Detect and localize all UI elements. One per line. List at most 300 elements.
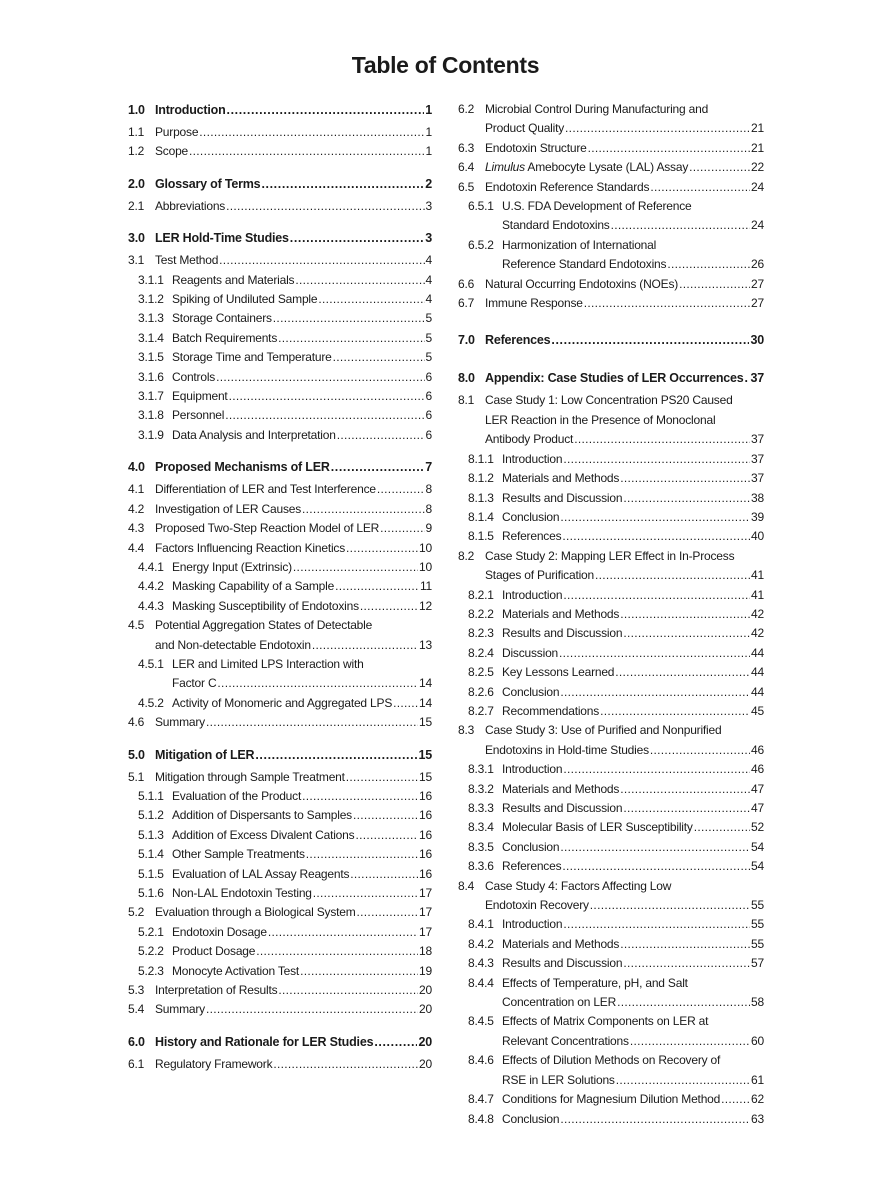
entry-body [485, 178, 764, 197]
entry-line [155, 480, 432, 499]
dot-leader [620, 780, 750, 799]
entry-line [172, 923, 432, 942]
entry-number: 5.1.2 [138, 808, 164, 823]
page-number: 37 [751, 471, 764, 486]
dot-leader [302, 500, 424, 519]
toc-entry[interactable] [458, 954, 764, 973]
entry-number: 4.6 [128, 715, 145, 730]
toc-entry[interactable] [458, 450, 764, 469]
page-title: Table of Contents [351, 52, 540, 78]
dot-leader [261, 174, 424, 195]
entry-label: Case Study 4: Factors Affecting Low [485, 878, 672, 893]
entry-label: Investigation of LER Causes [155, 501, 302, 516]
page-number: 58 [751, 995, 764, 1010]
dot-leader [293, 558, 418, 577]
toc-right-column [458, 100, 764, 1129]
toc-entry[interactable] [128, 123, 432, 142]
entry-label: Evaluation through a Biological System [155, 905, 356, 920]
toc-entry[interactable] [458, 760, 764, 779]
section-number: 8.0 [458, 371, 475, 386]
entry-label: LER and Limited LPS Interaction with [172, 656, 364, 671]
page-number: 16 [419, 847, 432, 862]
dot-leader [377, 480, 425, 499]
entry-line [155, 500, 432, 519]
entry-number: 8.4.7 [468, 1092, 494, 1107]
entry-body [485, 391, 764, 449]
toc-entry[interactable] [458, 391, 764, 449]
entry-label: Concentration on LER [502, 995, 617, 1010]
section-label: Introduction [155, 103, 226, 117]
toc-entry[interactable] [458, 294, 764, 313]
entry-label: References [502, 859, 562, 874]
toc-entry[interactable] [458, 178, 764, 197]
dot-leader [333, 348, 425, 367]
toc-entry[interactable] [128, 903, 432, 922]
entry-number: 8.4.6 [468, 1053, 494, 1068]
entry-body [172, 655, 432, 694]
dot-leader [679, 275, 750, 294]
toc-entry[interactable] [458, 877, 764, 916]
entry-number: 4.5 [128, 618, 145, 633]
entry-number: 5.2.3 [138, 963, 164, 978]
dot-leader [584, 294, 750, 313]
dot-leader [189, 142, 424, 161]
entry-body [485, 294, 764, 313]
entry-number: 8.2 [458, 548, 475, 563]
dot-leader [216, 368, 424, 387]
toc-entry[interactable] [458, 857, 764, 876]
toc-entry[interactable] [458, 197, 764, 236]
entry-number: 4.4.2 [138, 579, 164, 594]
toc-entry[interactable] [128, 616, 432, 655]
toc-section-heading[interactable] [128, 228, 432, 249]
toc-entry[interactable] [128, 309, 432, 328]
dot-leader [206, 1000, 418, 1019]
dot-leader [623, 624, 750, 643]
entry-number: 3.1.9 [138, 427, 164, 442]
toc-entry[interactable] [458, 508, 764, 527]
section-label: History and Rationale for LER Studies [155, 1034, 374, 1049]
dot-leader [563, 915, 750, 934]
entry-number: 3.1.7 [138, 389, 164, 404]
entry-label: Evaluation of LAL Assay Reagents [172, 866, 350, 881]
toc-entry[interactable] [128, 426, 432, 445]
toc-entry[interactable] [128, 1055, 432, 1074]
toc-entry[interactable] [458, 663, 764, 682]
toc-entry[interactable] [128, 558, 432, 577]
entry-number: 6.5.1 [468, 199, 494, 214]
entry-body [155, 480, 432, 499]
toc-entry[interactable] [128, 142, 432, 161]
entry-label: LER Reaction in the Presence of Monoclonal [485, 412, 716, 427]
toc-entry[interactable] [128, 826, 432, 845]
entry-line [485, 294, 764, 313]
toc-entry[interactable] [128, 368, 432, 387]
dot-leader [278, 981, 418, 1000]
dot-leader [623, 489, 750, 508]
dot-leader [563, 450, 750, 469]
entry-number: 6.3 [458, 140, 475, 155]
entry-line [172, 387, 432, 406]
page-number: 45 [751, 703, 764, 718]
entry-body [155, 1000, 432, 1019]
entry-body [502, 760, 764, 779]
toc-entry[interactable] [458, 1012, 764, 1051]
entry-label: Potential Aggregation States of Detectable [155, 618, 373, 633]
section-label: Glossary of Terms [155, 176, 261, 191]
entry-line [502, 1051, 764, 1070]
entry-line [172, 787, 432, 806]
toc-entry[interactable] [128, 406, 432, 425]
page-number: 15 [419, 715, 432, 730]
toc-entry[interactable] [128, 597, 432, 616]
entry-body [155, 1055, 432, 1074]
toc-entry[interactable] [128, 655, 432, 694]
entry-line [502, 915, 764, 934]
page-number: 16 [419, 788, 432, 803]
toc-entry[interactable] [128, 500, 432, 519]
entry-label: Relevant Concentrations [502, 1033, 629, 1048]
page-number: 20 [419, 1056, 432, 1071]
toc-entry[interactable] [128, 271, 432, 290]
dot-leader [574, 430, 750, 449]
entry-number: 8.4.4 [468, 975, 494, 990]
dot-leader [563, 586, 750, 605]
entry-number: 8.1 [458, 393, 475, 408]
entry-body [502, 489, 764, 508]
entry-label: Case Study 1: Low Concentration PS20 Caused [485, 393, 733, 408]
entry-number: 8.3.2 [468, 781, 494, 796]
toc-section-heading[interactable] [128, 745, 432, 766]
entry-body [502, 974, 764, 1013]
entry-number: 8.3 [458, 723, 475, 738]
entry-body [485, 158, 764, 177]
entry-body [502, 799, 764, 818]
toc-entry[interactable] [458, 605, 764, 624]
toc-entry[interactable] [458, 780, 764, 799]
page-number: 63 [751, 1111, 764, 1126]
toc-entry[interactable] [128, 251, 432, 270]
page-number: 6 [425, 369, 432, 384]
toc-entry[interactable] [128, 884, 432, 903]
page-number: 44 [751, 665, 764, 680]
toc-section-heading[interactable] [128, 1032, 432, 1053]
entry-body [502, 818, 764, 837]
dot-leader [694, 818, 750, 837]
toc-entry[interactable] [128, 577, 432, 596]
entry-body [172, 597, 432, 616]
dot-leader [562, 527, 750, 546]
page-number: 46 [751, 762, 764, 777]
entry-body [172, 787, 432, 806]
entry-line [502, 450, 764, 469]
entry-label: Antibody Product [485, 432, 574, 447]
entry-label: Case Study 2: Mapping LER Effect in In-Process [485, 548, 735, 563]
toc-entry[interactable] [458, 1051, 764, 1090]
toc-entry[interactable] [458, 702, 764, 721]
toc-entry[interactable] [458, 838, 764, 857]
entry-label: Key Lessons Learned [502, 665, 615, 680]
toc-entry[interactable] [128, 329, 432, 348]
toc-section-heading[interactable] [128, 174, 432, 195]
page-number: 55 [751, 898, 764, 913]
entry-body [502, 954, 764, 973]
section-number: 6.0 [128, 1034, 145, 1049]
entry-label: Summary [155, 715, 205, 730]
toc-entry[interactable] [128, 962, 432, 981]
page-number: 3 [425, 231, 432, 246]
entry-number: 5.1.5 [138, 866, 164, 881]
entry-body [155, 713, 432, 732]
page-number: 55 [751, 936, 764, 951]
entry-number: 5.2.1 [138, 924, 164, 939]
toc-entry[interactable] [128, 713, 432, 732]
entry-line [155, 539, 432, 558]
entry-number: 5.1.3 [138, 827, 164, 842]
entry-body [172, 826, 432, 845]
entry-line [172, 597, 432, 616]
entry-label: Reagents and Materials [172, 272, 295, 287]
page-number: 61 [751, 1072, 764, 1087]
toc-entry[interactable] [458, 139, 764, 158]
toc-entry[interactable] [128, 1000, 432, 1019]
entry-line [502, 624, 764, 643]
entry-number: 8.2.3 [468, 626, 494, 641]
entry-line [155, 903, 432, 922]
toc-entry[interactable] [458, 624, 764, 643]
page-number: 47 [751, 781, 764, 796]
toc-entry[interactable] [128, 806, 432, 825]
dot-leader [620, 605, 750, 624]
entry-number: 8.2.5 [468, 665, 494, 680]
toc-entry[interactable] [128, 290, 432, 309]
entry-label: Masking Capability of a Sample [172, 579, 335, 594]
entry-number: 8.4 [458, 878, 475, 893]
toc-entry[interactable] [128, 981, 432, 1000]
toc-entry[interactable] [128, 519, 432, 538]
toc-entry[interactable] [458, 818, 764, 837]
dot-leader [374, 1032, 417, 1053]
toc-entry[interactable] [458, 799, 764, 818]
entry-line [485, 547, 764, 566]
dot-leader [689, 158, 750, 177]
toc-section-heading[interactable] [128, 100, 432, 121]
entry-label: Materials and Methods [502, 936, 620, 951]
dot-leader [278, 329, 424, 348]
entry-line [172, 271, 432, 290]
entry-body [485, 877, 764, 916]
entry-label: Batch Requirements [172, 330, 278, 345]
entry-body [502, 197, 764, 236]
dot-leader [630, 1032, 750, 1051]
toc-entry[interactable] [128, 539, 432, 558]
entry-label: Endotoxin Structure [485, 140, 587, 155]
entry-number: 3.1.3 [138, 311, 164, 326]
toc-left-column [128, 100, 432, 1074]
toc-entry[interactable] [128, 787, 432, 806]
page-number: 1 [425, 144, 432, 159]
toc-entry[interactable] [458, 547, 764, 586]
dot-leader [650, 741, 750, 760]
dot-leader [560, 1110, 750, 1129]
entry-number: 5.2 [128, 905, 145, 920]
toc-section-heading[interactable] [458, 330, 764, 351]
entry-label: Mitigation through Sample Treatment [155, 769, 345, 784]
entry-body [172, 694, 432, 713]
dot-leader [617, 993, 750, 1012]
entry-line [485, 139, 764, 158]
toc-entry[interactable] [458, 935, 764, 954]
toc-entry[interactable] [458, 1090, 764, 1109]
entry-line [172, 884, 432, 903]
page-number: 1 [425, 103, 432, 117]
dot-leader [226, 197, 424, 216]
entry-number: 8.3.1 [468, 762, 494, 777]
page-number: 15 [419, 769, 432, 784]
dot-leader [312, 636, 418, 655]
entry-number: 6.5.2 [468, 237, 494, 252]
entry-line [485, 275, 764, 294]
dot-leader [595, 566, 750, 585]
dot-leader [346, 768, 418, 787]
entry-line [485, 158, 764, 177]
entry-body [155, 903, 432, 922]
entry-body [172, 406, 432, 425]
dot-leader [588, 139, 750, 158]
dot-leader [616, 1071, 750, 1090]
entry-line [485, 721, 764, 740]
page-number: 7 [425, 460, 432, 475]
toc-entry[interactable] [458, 158, 764, 177]
section-label: References [485, 333, 551, 348]
entry-line [172, 942, 432, 961]
dot-leader [560, 508, 750, 527]
entry-label: Conclusion [502, 684, 560, 699]
entry-label: Masking Susceptibility of Endotoxins [172, 598, 359, 613]
page-number: 54 [751, 859, 764, 874]
dot-leader [219, 251, 424, 270]
entry-body [172, 290, 432, 309]
toc-entry[interactable] [128, 865, 432, 884]
entry-body [155, 197, 432, 216]
toc-entry[interactable] [458, 644, 764, 663]
toc-entry[interactable] [458, 974, 764, 1013]
dot-leader [273, 309, 425, 328]
toc-entry[interactable] [128, 942, 432, 961]
entry-body [155, 539, 432, 558]
entry-body [502, 663, 764, 682]
page-number: 21 [751, 121, 764, 136]
toc-entry[interactable] [128, 768, 432, 787]
toc-entry[interactable] [458, 683, 764, 702]
page-number: 2 [425, 176, 432, 191]
entry-line [172, 348, 432, 367]
entry-number: 4.5.1 [138, 656, 164, 671]
page-number: 8 [425, 482, 432, 497]
entry-body [502, 1090, 764, 1109]
toc-entry[interactable] [128, 845, 432, 864]
toc-section-heading[interactable] [128, 457, 432, 478]
page-number: 22 [751, 160, 764, 175]
toc-entry[interactable] [458, 236, 764, 275]
toc-entry[interactable] [458, 721, 764, 760]
dot-leader [350, 865, 418, 884]
entry-label: Immune Response [485, 296, 583, 311]
page-number: 41 [751, 568, 764, 583]
entry-number: 8.1.4 [468, 509, 494, 524]
page-number: 21 [751, 140, 764, 155]
dot-leader [302, 787, 418, 806]
page-number: 9 [425, 521, 432, 536]
dot-leader [559, 644, 750, 663]
toc-entry[interactable] [458, 527, 764, 546]
toc-entry[interactable] [458, 586, 764, 605]
entry-line [155, 142, 432, 161]
page-number: 17 [419, 886, 432, 900]
entry-line [155, 123, 432, 142]
toc-entry[interactable] [458, 489, 764, 508]
entry-line [172, 845, 432, 864]
section-number: 4.0 [128, 460, 145, 475]
dot-leader [355, 826, 418, 845]
toc-entry[interactable] [458, 100, 764, 139]
section-number: 1.0 [128, 103, 145, 117]
toc-section-heading[interactable] [458, 368, 764, 389]
toc-entry[interactable] [128, 694, 432, 713]
toc-entry[interactable] [458, 1110, 764, 1129]
dot-leader [551, 330, 749, 351]
entry-line [502, 644, 764, 663]
toc-entry[interactable] [458, 915, 764, 934]
entry-number: 4.4.3 [138, 598, 164, 613]
entry-line [502, 683, 764, 702]
toc-entry[interactable] [458, 275, 764, 294]
section-label: Appendix: Case Studies of LER Occurrences [485, 371, 744, 386]
entry-body [155, 142, 432, 161]
entry-line [502, 857, 764, 876]
dot-leader [357, 903, 419, 922]
entry-label: Materials and Methods [502, 471, 620, 486]
toc-entry[interactable] [128, 923, 432, 942]
entry-line [172, 406, 432, 425]
toc-entry[interactable] [128, 348, 432, 367]
toc-entry[interactable] [128, 387, 432, 406]
dot-leader [623, 954, 750, 973]
entry-body [172, 884, 432, 903]
entry-body [155, 519, 432, 538]
entry-number: 1.2 [128, 144, 145, 159]
entry-number: 8.3.4 [468, 820, 494, 835]
entry-body [172, 426, 432, 445]
toc-entry[interactable] [458, 469, 764, 488]
entry-body [155, 981, 432, 1000]
page-number: 14 [419, 695, 432, 710]
entry-line [172, 865, 432, 884]
toc-entry[interactable] [128, 197, 432, 216]
entry-line [155, 519, 432, 538]
entry-number: 8.2.1 [468, 587, 494, 602]
entry-line [155, 1000, 432, 1019]
entry-number: 3.1.5 [138, 350, 164, 365]
toc-entry[interactable] [128, 480, 432, 499]
entry-body [155, 123, 432, 142]
entry-body [155, 616, 432, 655]
entry-line [155, 981, 432, 1000]
section-number: 3.0 [128, 231, 145, 246]
dot-leader [229, 387, 425, 406]
entry-label: Abbreviations [155, 198, 226, 213]
page-number: 1 [425, 125, 432, 139]
